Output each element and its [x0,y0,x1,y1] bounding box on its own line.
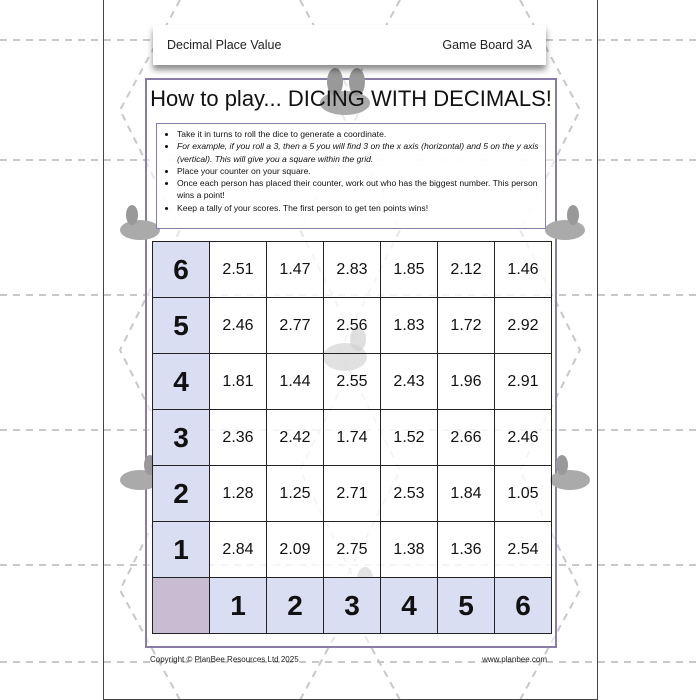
corner-cell [153,578,210,634]
grid-cell[interactable]: 1.28 [210,466,267,522]
grid-row [153,410,552,466]
grid-cell[interactable]: 1.38 [381,522,438,578]
rule-item: • Keep a tally of your scores. The first person to get ten points wins! [177,202,541,214]
grid-cell[interactable]: 2.77 [267,298,324,354]
grid-row [153,242,552,298]
grid-cell[interactable]: 2.66 [438,410,495,466]
rule-item: • Place your counter on your square. [177,165,541,177]
worksheet-header [153,25,546,65]
grid-row [153,298,552,354]
grid-cell[interactable]: 1.81 [210,354,267,410]
grid-cell[interactable]: 2.75 [324,522,381,578]
grid-cell[interactable]: 2.92 [495,298,552,354]
grid-cell[interactable]: 2.83 [324,242,381,298]
grid-cell[interactable]: 1.47 [267,242,324,298]
grid-cell[interactable]: 2.53 [381,466,438,522]
grid-cell[interactable]: 2.54 [495,522,552,578]
rules-box [156,123,546,229]
grid-row [153,522,552,578]
y-axis-label: 6 [153,242,210,298]
rule-item: • Once each person has placed their counter, work out who has the biggest number. This person wins a point! [177,177,541,202]
grid-cell[interactable]: 2.36 [210,410,267,466]
website-link: www.planbee.com [482,655,547,664]
grid-cell[interactable]: 1.85 [381,242,438,298]
game-grid [152,241,552,634]
y-axis-label: 5 [153,298,210,354]
grid-cell[interactable]: 1.74 [324,410,381,466]
grid-cell[interactable]: 1.84 [438,466,495,522]
y-axis-label: 4 [153,354,210,410]
rule-item: • Take it in turns to roll the dice to generate a coordinate. [177,128,541,140]
x-axis-label: 2 [267,578,324,634]
grid-cell[interactable]: 2.56 [324,298,381,354]
grid-cell[interactable]: 1.05 [495,466,552,522]
grid-cell[interactable]: 2.43 [381,354,438,410]
grid-cell[interactable]: 2.46 [495,410,552,466]
grid-cell[interactable]: 2.46 [210,298,267,354]
y-axis-label: 2 [153,466,210,522]
y-axis-label: 3 [153,410,210,466]
grid-cell[interactable]: 1.83 [381,298,438,354]
grid-cell[interactable]: 2.09 [267,522,324,578]
x-axis-label: 5 [438,578,495,634]
grid-cell[interactable]: 1.36 [438,522,495,578]
grid-cell[interactable]: 2.84 [210,522,267,578]
grid-cell[interactable]: 1.25 [267,466,324,522]
y-axis-label: 1 [153,522,210,578]
grid-cell[interactable]: 2.71 [324,466,381,522]
board-label: Game Board 3A [442,38,532,52]
topic-label: Decimal Place Value [167,38,282,52]
grid-cell[interactable]: 2.51 [210,242,267,298]
grid-cell[interactable]: 2.55 [324,354,381,410]
grid-row [153,466,552,522]
grid-cell[interactable]: 1.96 [438,354,495,410]
grid-cell[interactable]: 1.72 [438,298,495,354]
x-axis-label: 6 [495,578,552,634]
grid-cell[interactable]: 2.42 [267,410,324,466]
copyright-text: Copyright © PlanBee Resources Ltd 2025 [150,655,299,664]
page-title: How to play... DICING WITH DECIMALS! [150,86,552,111]
rules-list [177,128,541,214]
grid-cell[interactable]: 1.46 [495,242,552,298]
x-axis-label: 4 [381,578,438,634]
grid-cell[interactable]: 1.44 [267,354,324,410]
x-axis-label: 1 [210,578,267,634]
grid-row [153,354,552,410]
rule-item: • For example, if you roll a 3, then a 5 you will find 3 on the x axis (horizontal) and 5 on the y axis (vertical). This will give you a square within the grid. [177,140,541,165]
x-axis-label: 3 [324,578,381,634]
grid-cell[interactable]: 2.91 [495,354,552,410]
x-axis-row [153,578,552,634]
grid-cell[interactable]: 1.52 [381,410,438,466]
grid-cell[interactable]: 2.12 [438,242,495,298]
